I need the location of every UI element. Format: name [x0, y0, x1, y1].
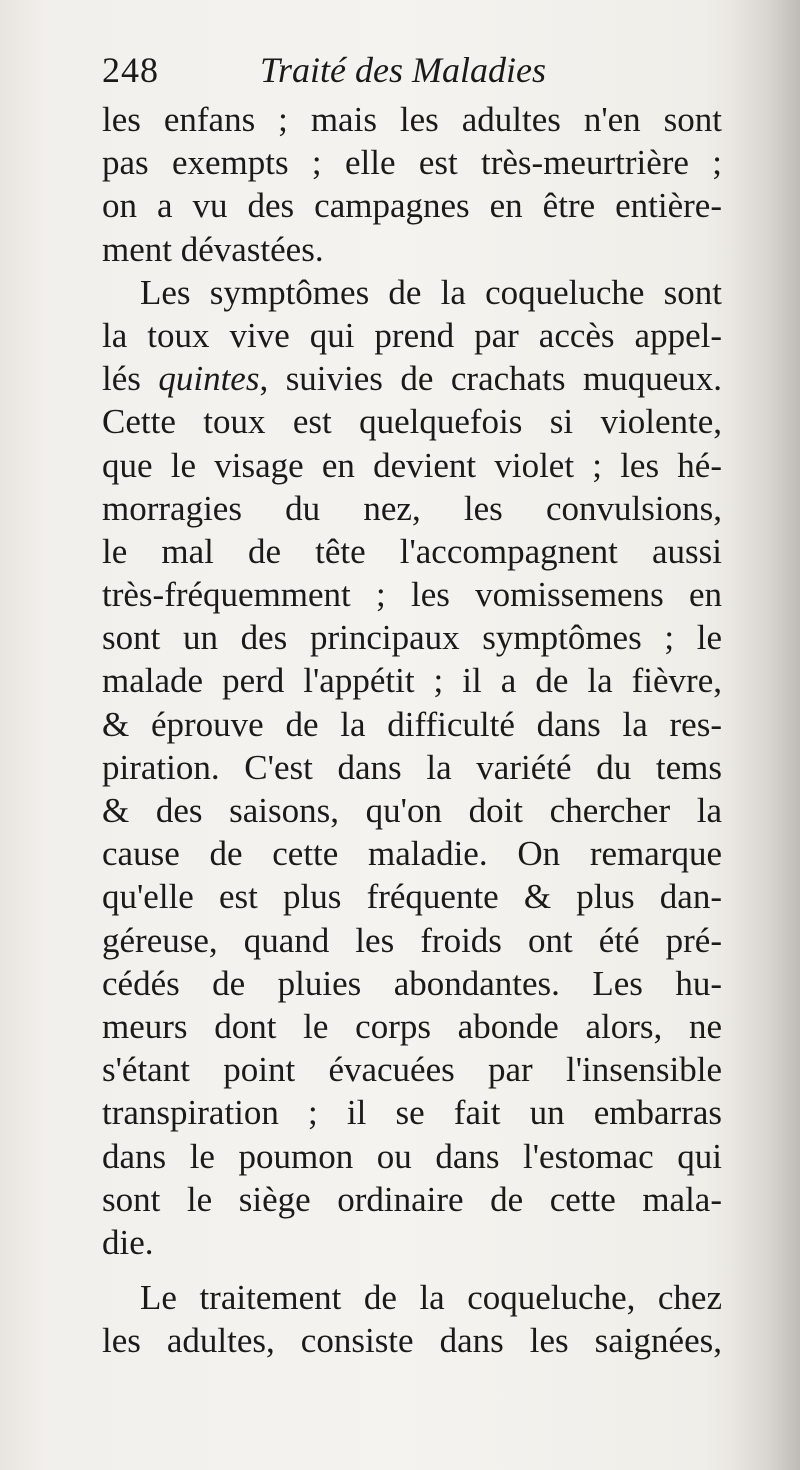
text-line: sont le siège ordinaire de cette mala- [102, 1179, 722, 1219]
text-line: & des saisons, qu'on doit chercher la [102, 791, 722, 830]
text-line: dans le poumon ou dans l'estomac qui [102, 1136, 722, 1176]
text-line: les adultes, consiste dans les saignées, [102, 1321, 722, 1361]
italic-term: quintes [158, 359, 260, 399]
text-line: cédés de pluies abondantes. Les hu- [102, 963, 722, 1003]
text-line: que le visage en devient violet ; les hé- [102, 445, 722, 485]
text-line: & éprouve de la difficulté dans la res- [102, 704, 722, 744]
text-line: Cette toux est quelquefois si violente, [102, 402, 722, 442]
text-line: transpiration ; il se fait un embarras [102, 1093, 722, 1133]
paragraph-2 [102, 271, 722, 1264]
paragraph-1 [102, 98, 722, 271]
text-line: très-fréquemment ; les vomissemens en [102, 575, 722, 615]
paragraph-3 [102, 1276, 722, 1362]
text-line: on a vu des campagnes en être entière- [102, 186, 722, 226]
running-title: Traité des Maladies [260, 50, 546, 90]
text-line: cause de cette maladie. On remarque [102, 834, 722, 874]
text-line-with-italic [102, 357, 722, 400]
text-line: die. [102, 1222, 154, 1262]
text-line: piration. C'est dans la variété du tems [102, 747, 722, 787]
text-line: ment dévastées. [102, 229, 324, 269]
text-line: morragies du nez, les convulsions, [102, 488, 722, 528]
text-line: géreuse, quand les froids ont été pré- [102, 920, 722, 960]
paragraph-gap [102, 1264, 722, 1276]
text-line: Les symptômes de la coqueluche sont [140, 272, 722, 312]
text-line: malade perd l'appétit ; il a de la fièvre, [102, 661, 722, 701]
text-line: meurs dont le corps abonde alors, ne [102, 1006, 722, 1046]
running-head [100, 42, 600, 98]
text-line: Le traitement de la coqueluche, chez [140, 1278, 722, 1318]
text-line: s'étant point évacuées par l'insensible [102, 1050, 722, 1090]
text-line: qu'elle est plus fréquente & plus dan- [102, 877, 722, 917]
text-line: le mal de tête l'accompagnent aussi [102, 531, 722, 571]
page-edge-shadow [730, 0, 800, 1470]
body-text [102, 98, 722, 1362]
text-line: pas exempts ; elle est très-meurtrière ; [102, 143, 722, 183]
page-number: 248 [102, 50, 159, 90]
text-line: sont un des principaux symptômes ; le [102, 618, 722, 658]
text-segment: , suivies de crachats muqueux. [259, 359, 722, 399]
text-segment: lés [102, 359, 159, 399]
text-line: la toux vive qui prend par accès appel- [102, 315, 722, 355]
text-line: les enfans ; mais les adultes n'en sont [102, 100, 722, 139]
